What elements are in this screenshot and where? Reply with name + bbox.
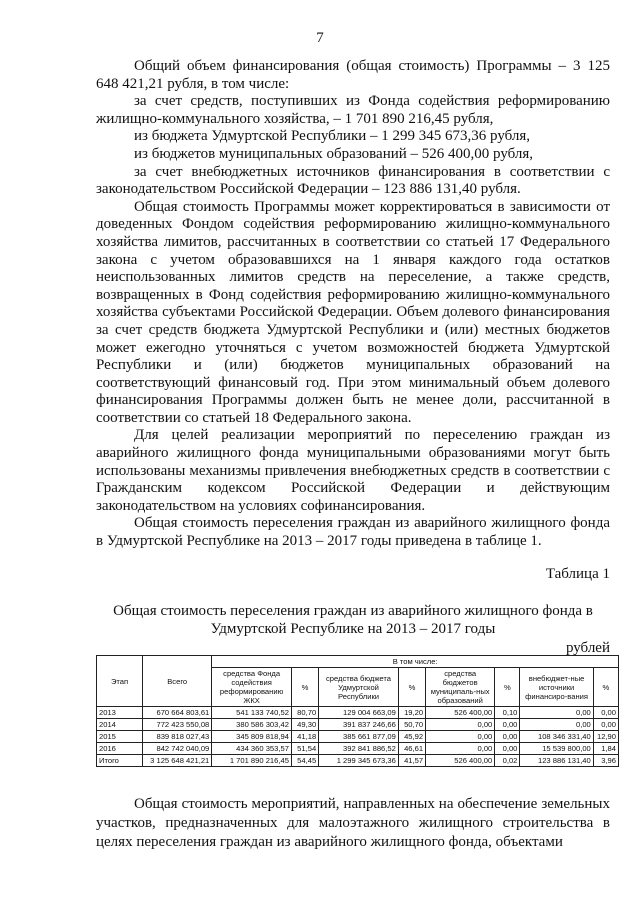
table-label: Таблица 1 [545, 566, 610, 582]
cell-ur: 385 661 877,09 [319, 731, 399, 743]
cell-ur: 391 837 246,66 [319, 719, 399, 731]
body-text [96, 58, 610, 551]
cell-mun-pct: 0,02 [495, 755, 520, 767]
cell-fund: 380 586 303,42 [212, 719, 292, 731]
header-stage: Этап [97, 656, 143, 707]
cell-fund: 345 809 818,94 [212, 731, 292, 743]
cell-mun-pct: 0,10 [495, 707, 520, 719]
paragraph-fund-source: за счет средств, поступивших из Фонда содействия реформированию жилищно-коммунального хозяйства, – 1 701 890 216,45 рубля, [96, 93, 610, 127]
header-pct: % [495, 668, 520, 707]
cell-ur-pct: 41,57 [398, 755, 425, 767]
cell-fund: 434 360 353,57 [212, 743, 292, 755]
cell-total: 772 423 550,08 [143, 719, 212, 731]
table-title: Общая стоимость переселения граждан из аварийного жилищного фонда в Удмуртской Республике на 2013 – 2017 годы [113, 603, 593, 637]
paragraph-closing: Общая стоимость мероприятий, направленных на обеспечение земельных участков, предназначенных для малоэтажного жилищного строительства в целях переселения граждан из аварийного жилищного фонда, объектами [96, 796, 610, 850]
cell-stage: 2014 [97, 719, 143, 731]
header-budget-mun: средства бюджетов муниципаль-ных образований [426, 668, 495, 707]
cell-extra-pct: 0,00 [593, 707, 618, 719]
cell-extra-pct: 12,90 [593, 731, 618, 743]
table-row-total [97, 755, 619, 767]
cell-extra-pct: 0,00 [593, 719, 618, 731]
cell-extra: 0,00 [520, 707, 593, 719]
cell-ur-pct: 19,20 [398, 707, 425, 719]
cell-total: 670 664 803,61 [143, 707, 212, 719]
cell-ur: 129 004 663,09 [319, 707, 399, 719]
header-pct: % [398, 668, 425, 707]
financing-table [96, 655, 619, 767]
cell-extra: 0,00 [520, 719, 593, 731]
cell-total: 839 818 027,43 [143, 731, 212, 743]
header-total: Всего [143, 656, 212, 707]
cell-fund: 541 133 740,52 [212, 707, 292, 719]
cell-mun-pct: 0,00 [495, 719, 520, 731]
cell-stage: 2015 [97, 731, 143, 743]
cell-extra: 123 886 131,40 [520, 755, 593, 767]
cell-stage: 2016 [97, 743, 143, 755]
cell-fund-pct: 49,30 [291, 719, 318, 731]
cell-ur-pct: 46,61 [398, 743, 425, 755]
table-header-row [97, 656, 619, 668]
cell-fund: 1 701 890 216,45 [212, 755, 292, 767]
cell-ur: 1 299 345 673,36 [319, 755, 399, 767]
table-unit: рублей [565, 640, 610, 656]
header-pct: % [593, 668, 618, 707]
cell-mun: 0,00 [426, 719, 495, 731]
cell-extra: 15 539 800,00 [520, 743, 593, 755]
cell-mun: 526 400,00 [426, 707, 495, 719]
paragraph-municipal-budget: из бюджетов муниципальных образований – 526 400,00 рубля, [134, 145, 534, 162]
paragraph-table-reference: Общая стоимость переселения граждан из аварийного жилищного фонда в Удмуртской Республике на 2013 – 2017 годы приведена в таблице 1. [96, 515, 610, 550]
header-budget-ur: средства бюджета Удмуртской Республики [319, 668, 399, 707]
cell-fund-pct: 80,70 [291, 707, 318, 719]
cell-extra-pct: 1,84 [593, 743, 618, 755]
cell-mun: 0,00 [426, 731, 495, 743]
header-extra: внебюджет-ные источники финансиро-вания [520, 668, 593, 707]
cell-mun: 526 400,00 [426, 755, 495, 767]
cell-fund-pct: 41,18 [291, 731, 318, 743]
cell-fund-pct: 51,54 [291, 743, 318, 755]
table-row [97, 743, 619, 755]
paragraph-total-funding: Общий объем финансирования (общая стоимость) Программы – 3 125 648 421,21 рубля, в том числе: [96, 58, 610, 92]
paragraph-republic-budget: из бюджета Удмуртской Республики – 1 299 345 673,36 рубля, [134, 128, 531, 145]
header-pct: % [291, 668, 318, 707]
cell-ur: 392 841 886,52 [319, 743, 399, 755]
paragraph-cost-adjustment: Общая стоимость Программы может корректироваться в зависимости от доведенных Фондом содействия реформированию жилищно-коммунального хозяйства лимитов, рассчитанных в соответствии со статьей 17 Федерального закона с учетом образовавшихся на 1 января каждого года остатков неиспользованных лимитов средств на переселение, а также средств, возвращенных в Фонд содействия реформированию жилищно-коммунального хозяйства субъектами Российской Федерации. Объем долевого финансирования за счет средств бюджета Удмуртской Республики и (или) местных бюджетов может ежегодно уточняться с учетом возможностей бюджета Удмуртской Республики и (или) бюджетов муниципальных образований на соответствующий финансовый год. При этом минимальный объем долевого финансирования Программы должен быть не менее доли, рассчитанной в соответствии со статьей 18 Федерального закона. [96, 198, 610, 426]
closing-text [96, 795, 610, 852]
cell-extra-pct: 3,96 [593, 755, 618, 767]
cell-ur-pct: 45,92 [398, 731, 425, 743]
paragraph-mechanisms: Для целей реализации мероприятий по переселению граждан из аварийного жилищного фонда муниципальными образованиями могут быть использованы механизмы привлечения внебюджетных средств в соответствии с Гражданским кодексом Российской Федерации и действующим законодательством на условиях софинансирования. [96, 427, 610, 514]
table-row [97, 731, 619, 743]
cell-mun: 0,00 [426, 743, 495, 755]
cell-extra: 108 346 331,40 [520, 731, 593, 743]
cell-fund-pct: 54,45 [291, 755, 318, 767]
cell-total: 3 125 648 421,21 [143, 755, 212, 767]
table-row [97, 719, 619, 731]
cell-stage: Итого [97, 755, 143, 767]
cell-ur-pct: 50,70 [398, 719, 425, 731]
page-number: 7 [316, 30, 324, 46]
cell-total: 842 742 040,09 [143, 743, 212, 755]
cell-stage: 2013 [97, 707, 143, 719]
header-including: В том числе: [212, 656, 619, 668]
cell-mun-pct: 0,00 [495, 731, 520, 743]
cell-mun-pct: 0,00 [495, 743, 520, 755]
paragraph-extrabudget: за счет внебюджетных источников финансирования в соответствии с законодательством Российской Федерации – 123 886 131,40 рубля. [96, 163, 610, 198]
header-fund: средства Фонда содействия реформированию ЖКХ [212, 668, 292, 707]
table-row [97, 707, 619, 719]
